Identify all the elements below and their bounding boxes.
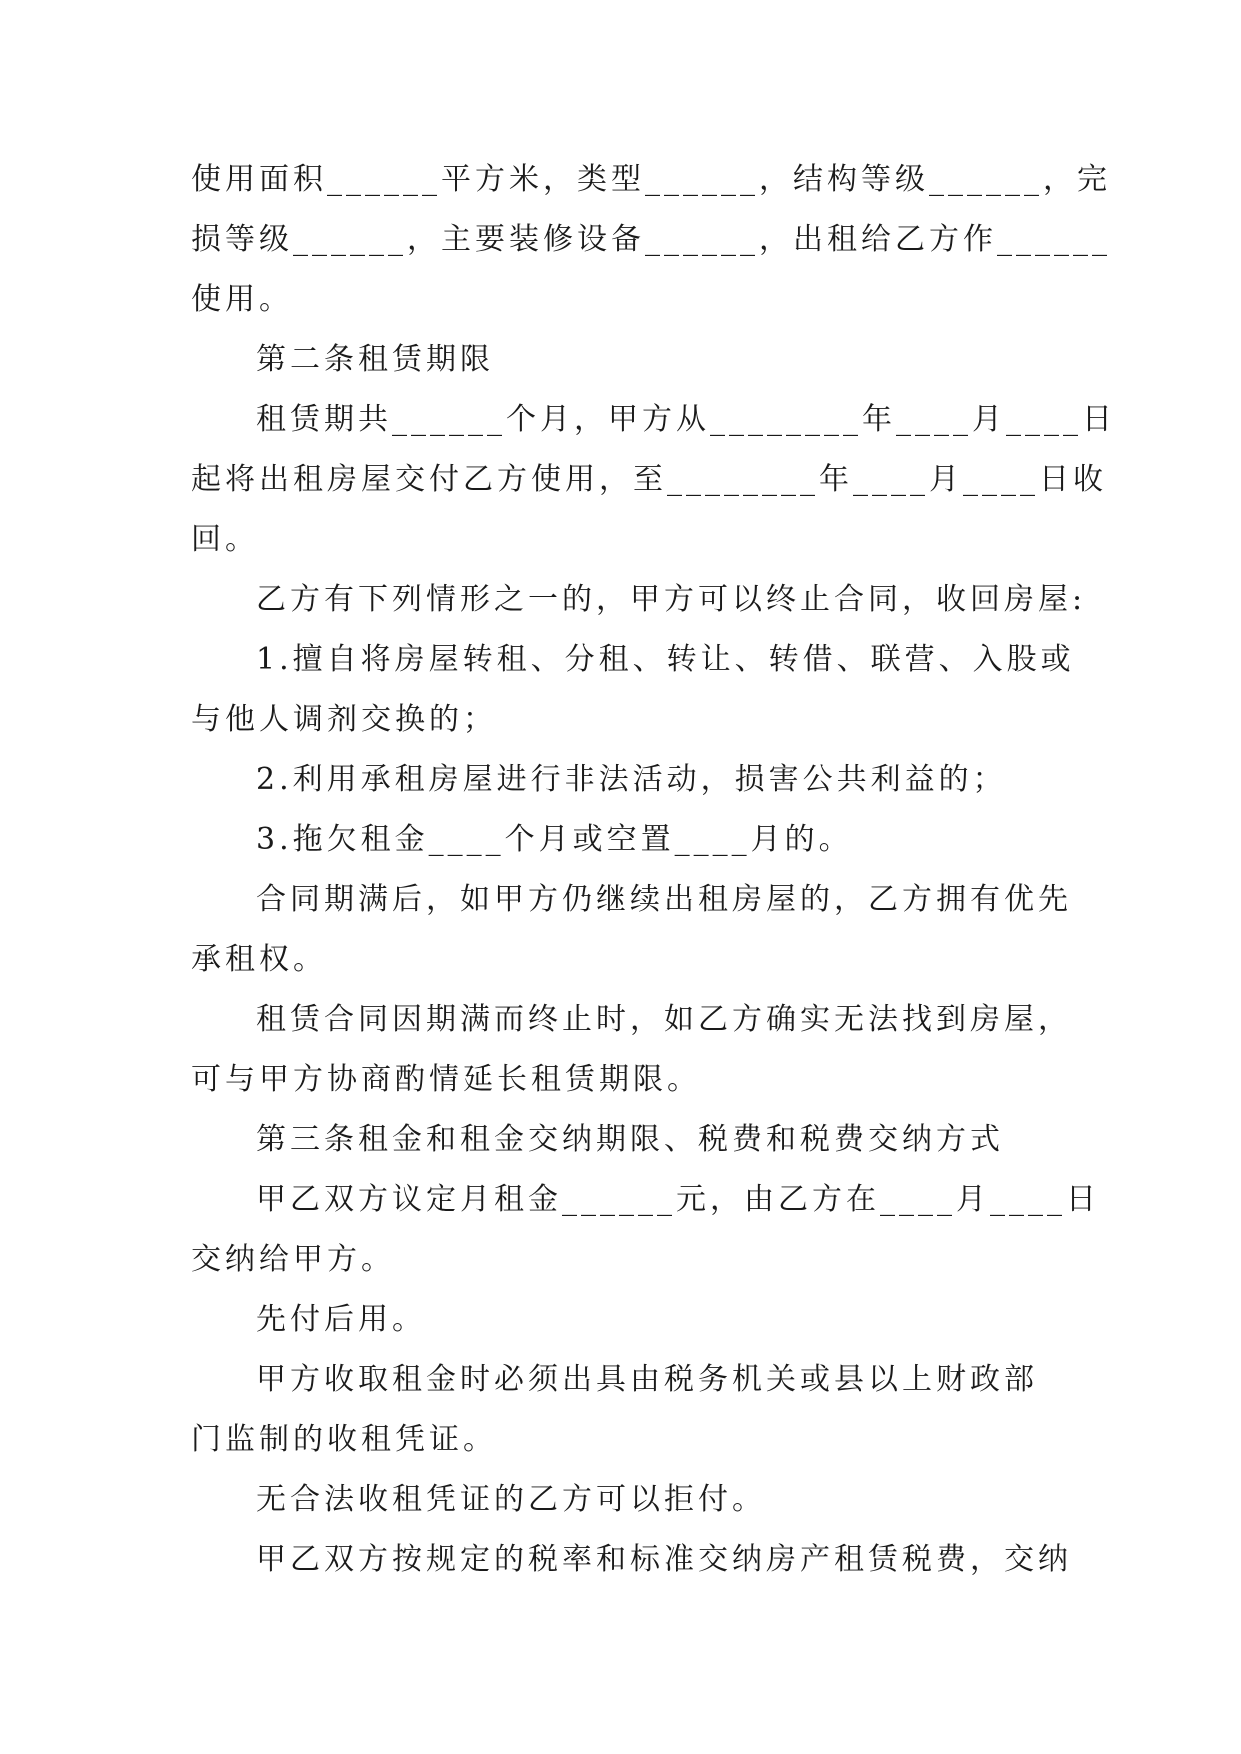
section-heading: 第三条租金和租金交纳期限、税费和税费交纳方式 (256, 1122, 1004, 1157)
text-line: 使用。 (191, 282, 293, 317)
text-line: 乙方有下列情形之一的，甲方可以终止合同，收回房屋: (256, 582, 1087, 617)
list-item: 2.利用承租房屋进行非法活动，损害公共利益的； (256, 762, 1007, 797)
text-line: 甲乙双方议定月租金______元，由乙方在____月____日 (256, 1182, 1100, 1217)
document-page (191, 150, 1116, 1590)
text-line: 租赁合同因期满而终止时，如乙方确实无法找到房屋， (256, 1002, 1072, 1037)
text-line: 门监制的收租凭证。 (191, 1422, 497, 1457)
text-line: 可与甲方协商酌情延长租赁期限。 (191, 1062, 701, 1097)
text-line: 合同期满后，如甲方仍继续出租房屋的，乙方拥有优先 (256, 882, 1072, 917)
text-line: 起将出租房屋交付乙方使用，至________年____月____日收 (191, 462, 1107, 497)
text-line: 承租权。 (191, 942, 327, 977)
text-line: 租赁期共______个月，甲方从________年____月____日 (256, 402, 1116, 437)
text-line: 使用面积______平方米，类型______，结构等级______，完 (191, 162, 1111, 197)
text-line: 损等级______，主要装修设备______，出租给乙方作______ (191, 222, 1111, 257)
text-line: 无合法收租凭证的乙方可以拒付。 (256, 1482, 766, 1517)
list-item: 3.拖欠租金____个月或空置____月的。 (256, 822, 853, 857)
text-line: 先付后用。 (256, 1302, 426, 1337)
text-line: 甲方收取租金时必须出具由税务机关或县以上财政部 (256, 1362, 1038, 1397)
text-line: 交纳给甲方。 (191, 1242, 395, 1277)
text-line: 与他人调剂交换的； (191, 702, 497, 737)
list-item: 1.擅自将房屋转租、分租、转让、转借、联营、入股或 (256, 642, 1075, 677)
text-line: 回。 (191, 522, 259, 557)
text-line: 甲乙双方按规定的税率和标准交纳房产租赁税费，交纳 (256, 1542, 1072, 1577)
section-heading: 第二条租赁期限 (256, 342, 494, 377)
